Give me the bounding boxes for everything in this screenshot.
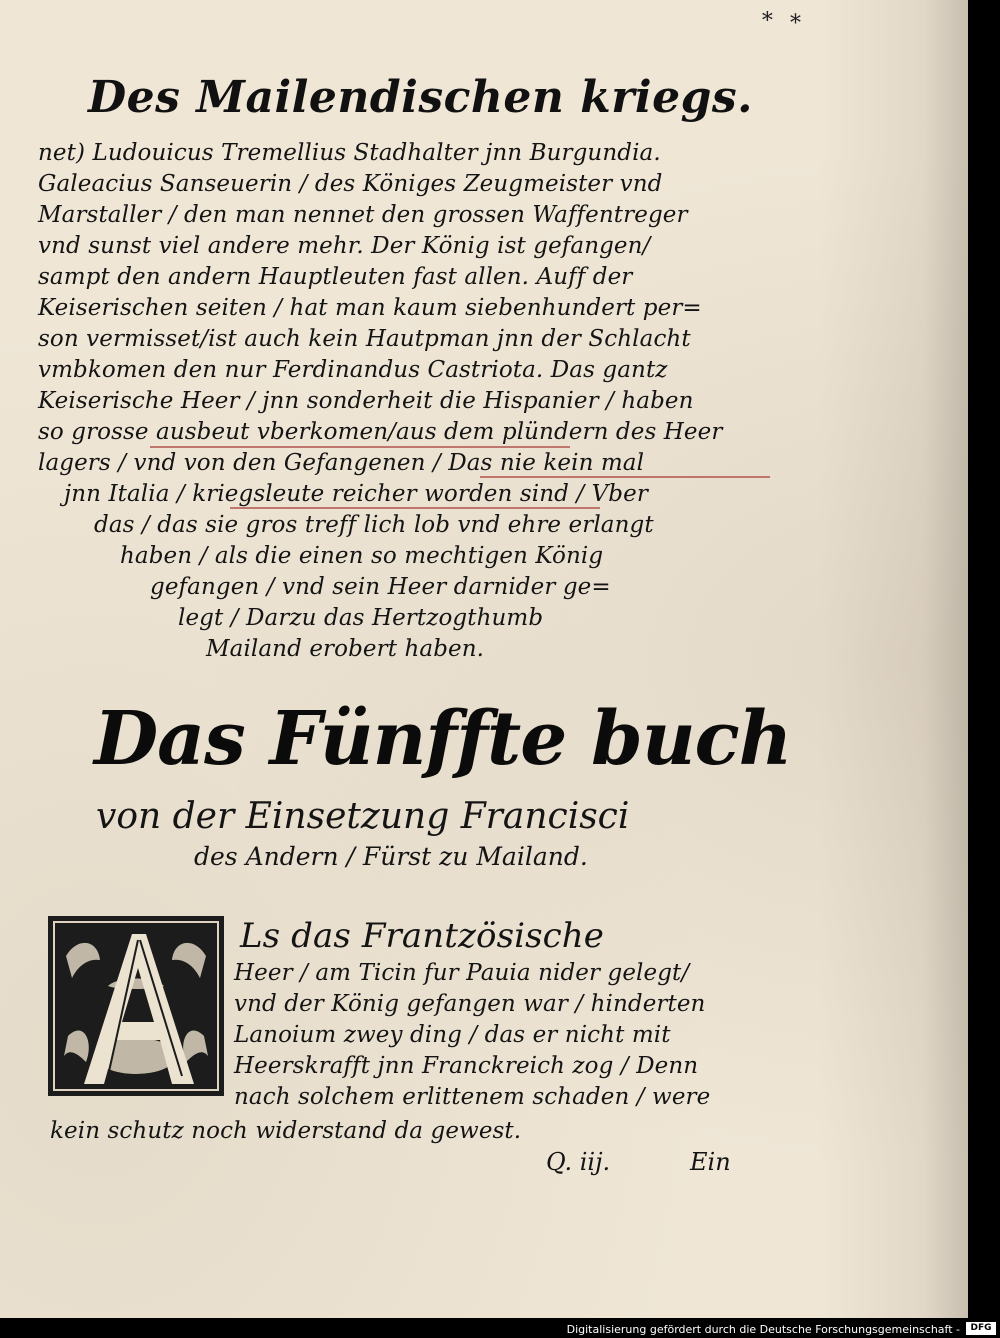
dfg-logo-icon: DFG	[966, 1322, 996, 1335]
body-line: Keiserische Heer / jnn sonderheit die Hispanier / haben	[38, 388, 694, 414]
body-line: sampt den andern Hauptleuten fast allen. Auff der	[38, 264, 633, 290]
chapter-first-line: Ls das Frantzösische	[240, 916, 605, 956]
running-head: Des Mailendischen kriegs.	[88, 72, 753, 123]
body-line: legt / Darzu das Hertzogthumb	[178, 605, 544, 631]
body-line: vmbkomen den nur Ferdinandus Castriota. Das gantz	[38, 357, 668, 383]
body-line: haben / als die einen so mechtigen König	[120, 543, 604, 569]
body-line: das / das sie gros treff lich lob vnd ehre erlangt	[94, 512, 654, 538]
body-line: Galeacius Sanseuerin / des Königes Zeugmeister vnd	[38, 171, 663, 197]
body-line: Mailand erobert haben.	[206, 636, 485, 662]
catchword: Ein	[690, 1148, 731, 1176]
body-line: son vermisset/ist auch kein Hautpman jnn der Schlacht	[38, 326, 691, 352]
chapter-line: Lanoium zwey ding / das er nicht mit	[234, 1022, 671, 1048]
woodcut-initial-art	[48, 916, 224, 1096]
woodcut-initial	[48, 916, 224, 1096]
chapter-line: vnd der König gefangen war / hinderten	[234, 991, 706, 1017]
body-line: lagers / vnd von den Gefangenen / Das nie kein mal	[38, 450, 645, 476]
body-line: jnn Italia / kriegsleute reicher worden sind / Vber	[64, 481, 648, 507]
body-line: net) Ludouicus Tremellius Stadhalter jnn Burgundia.	[38, 140, 661, 166]
chapter-subtitle-2: des Andern / Fürst zu Mailand.	[194, 842, 588, 871]
footer-bar	[0, 1318, 1000, 1338]
corner-marks: ∗ ⁎	[760, 4, 805, 29]
annotation-underline	[480, 476, 770, 478]
chapter-line: Heer / am Ticin fur Pauia nider gelegt/	[234, 960, 690, 986]
chapter-line: nach solchem erlittenem schaden / were	[234, 1084, 711, 1110]
body-line: gefangen / vnd sein Heer darnider ge=	[150, 574, 611, 600]
annotation-underline	[230, 507, 600, 509]
footer-credit: Digitalisierung gefördert durch die Deutsche Forschungsgemeinschaft -	[566, 1323, 960, 1336]
chapter-subtitle: von der Einsetzung Francisci	[96, 796, 630, 837]
body-line: so grosse ausbeut vberkomen/aus dem plündern des Heer	[38, 419, 723, 445]
page-gutter-shadow	[818, 0, 968, 1318]
body-line: vnd sunst viel andere mehr. Der König ist gefangen/	[38, 233, 651, 259]
signature-mark: Q. iij.	[546, 1148, 611, 1176]
body-line: Marstaller / den man nennet den grossen Waffentreger	[38, 202, 688, 228]
chapter-line: kein schutz noch widerstand da gewest.	[50, 1118, 522, 1144]
chapter-title: Das Fünffte buch	[94, 696, 792, 782]
chapter-line: Heerskrafft jnn Franckreich zog / Denn	[234, 1053, 699, 1079]
annotation-underline	[150, 446, 570, 448]
body-line: Keiserischen seiten / hat man kaum siebenhundert per=	[38, 295, 702, 321]
